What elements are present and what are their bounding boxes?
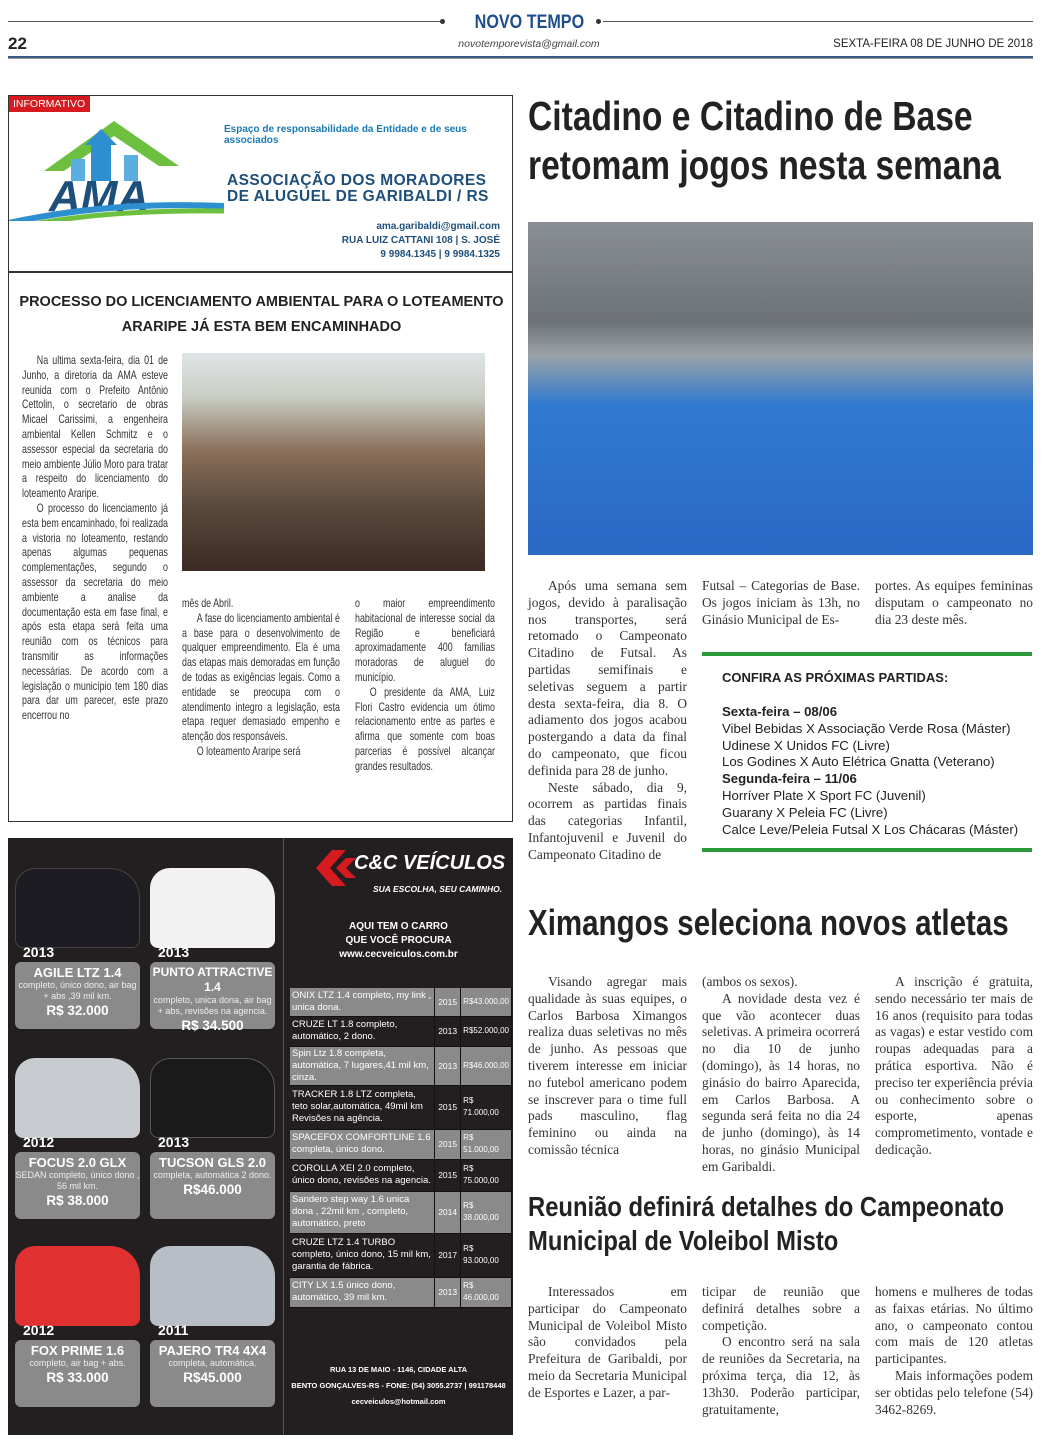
match-item: Vibel Bebidas X Associação Verde Rosa (Máster)	[722, 720, 1011, 736]
listing-price: R$ 46.000,00	[461, 1277, 512, 1307]
header-divider	[8, 56, 1033, 59]
ama-name-line: DE ALUGUEL DE GARIBALDI / RS	[227, 188, 489, 205]
headline-line: Municipal de Voleibol Misto	[528, 1225, 839, 1256]
paragraph: O encontro será na sala de reuniões da Secretaria, na próxima terça, dia 12, às 13h30. Poderão participar, gratuitamente,	[702, 1334, 860, 1417]
issue-date: SEXTA-FEIRA 08 DE JUNHO DE 2018	[833, 38, 1033, 50]
paragraph: Na ultima sexta-feira, dia 01 de Junho, a diretoria da AMA esteve reunida com o Prefeito Antônio Cettolin, o secretario de obras Micael Carissimi, a engenheira ambiental Kellen Schmitz e o assessor especial da secretaria do meio ambiente Júlio Moro para tratar a respeito do licenciamento do loteamento Araripe.	[22, 353, 168, 501]
listing-desc: COROLLA XEI 2.0 completo, único dono, revisões na agencia.	[290, 1159, 435, 1191]
listing-year: 2013	[435, 1046, 461, 1085]
paragraph: (ambos os sexos).	[702, 974, 798, 989]
car-price: R$ 33.000	[46, 1370, 109, 1385]
car-name: FOX PRIME 1.6	[30, 1343, 125, 1358]
article-column	[528, 1284, 687, 1402]
listing-row	[290, 1016, 512, 1046]
match-day: Segunda-feira – 11/06	[722, 771, 857, 787]
car-card	[15, 1152, 140, 1219]
car-listing-table	[290, 988, 512, 1308]
car-name: PAJERO TR4 4X4	[158, 1343, 267, 1358]
car-photo	[150, 868, 275, 948]
match-item: Calce Leve/Peleia Futsal X Los Chácaras (Máster)	[722, 821, 1019, 837]
svg-text:AMA: AMA	[49, 172, 150, 221]
paragraph: O presidente da AMA, Luiz Flori Castro evidencia um ótimo relacionamento entre as partes e afirma que somente com boas parcerias é possível alcançar grandes resultados.	[355, 684, 495, 773]
article-column	[702, 578, 860, 628]
article-headline	[528, 92, 1001, 190]
paragraph: Neste sábado, dia 9, ocorrem as partidas finais das categorias Infantil, Infantojuvenil e Juvenil do Campeonato Citadino de	[528, 779, 687, 862]
listing-year: 2015	[435, 1159, 461, 1191]
paragraph: Futsal – Categorias de Base. Os jogos iniciam às 13h, no Ginásio Municipal de Es-	[702, 578, 860, 627]
informativo-tag: INFORMATIVO	[9, 96, 90, 112]
ama-address: RUA LUIZ CATTANI 108 | S. JOSÉ	[341, 235, 500, 246]
listing-row	[290, 1191, 512, 1233]
paragraph: A fase do licenciamento ambiental é a base para o desenvolvimento de qualquer empreendimento. Ela é uma das etapas mais demoradas em função de todas as exigências legais. Como a entidade se preocupa com o atendimento integro a legislação, esta etapa requer demasiado empenho e atenção dos responsáveis.	[182, 610, 340, 744]
ama-phones: 9 9984.1345 | 9 9984.1325	[380, 249, 500, 260]
paragraph: O processo do licenciamento já esta bem encaminhado, foi realizada a vistoria no loteamento, restando apenas algumas pequenas complementações, segundo o assessor da secretaria do meio ambiente a analise da documentação esta em fase final, e após esta etapa será feita uma reunião com os técnicos para transmitir as informações necessárias. De acordo com a legislação o município tem 180 dias para dar um parecer, este prazo encerrou no	[22, 500, 168, 723]
ama-informative-box	[8, 95, 513, 822]
newspaper-title	[0, 12, 1058, 34]
car-price: R$45.000	[183, 1370, 242, 1385]
paragraph: portes. As equipes femininas disputam o campeonato no dia 23 deste mês.	[875, 578, 1033, 627]
cc-slogan: SUA ESCOLHA, SEU CAMINHO.	[373, 884, 503, 894]
car-year: 2013	[23, 944, 55, 960]
headline-line: ARARIPE JÁ ESTA BEM ENCAMINHADO	[121, 319, 402, 335]
pitch-line: AQUI TEM O CARRO	[349, 921, 448, 932]
paragraph: o maior empreendimento habitacional de interesse social da Região e beneficiará aproximadamente 400 famílias moradoras de aluguel do município.	[355, 596, 495, 684]
listing-row	[290, 1129, 512, 1159]
car-name: AGILE LTZ 1.4	[33, 965, 122, 980]
cc-website: www.cecveiculos.com.br	[339, 949, 458, 960]
divider	[9, 271, 512, 273]
ama-name-line: ASSOCIAÇÃO DOS MORADORES	[227, 172, 487, 189]
paragraph: Mais informações podem ser obtidas pelo telefone (54) 3462-8269.	[875, 1367, 1033, 1417]
car-card	[150, 962, 275, 1033]
match-item: Los Godines X Auto Elétrica Gnatta (Veterano)	[722, 754, 995, 770]
car-name: TUCSON GLS 2.0	[159, 1155, 266, 1170]
listing-desc: Sandero step way 1.6 unica dona , 22mil km , completo, automático, preto	[290, 1191, 435, 1233]
car-card	[15, 962, 140, 1029]
ama-logo	[9, 111, 224, 221]
article-headline: Ximangos seleciona novos atletas	[528, 902, 1009, 943]
article-column	[875, 1284, 1033, 1418]
car-card	[150, 1152, 275, 1219]
article-column	[875, 578, 1033, 628]
listing-desc: Spin Ltz 1.8 completa, automática, 7 lugares,41 mil km, cinza.	[290, 1046, 435, 1085]
article-column	[528, 578, 687, 864]
car-photo	[15, 1058, 140, 1138]
match-item: Udinese X Unidos FC (Livre)	[722, 737, 890, 753]
article-column	[528, 974, 687, 1159]
upcoming-matches-box	[702, 652, 1032, 852]
article-column	[702, 1284, 860, 1418]
match-list	[722, 704, 1018, 838]
listing-price: R$ 71.000,00	[461, 1085, 512, 1129]
column-text	[182, 596, 340, 759]
listing-price: R$43.000,00	[461, 988, 512, 1016]
car-price: R$ 34.500	[181, 1018, 244, 1033]
car-price: R$ 38.000	[46, 1193, 109, 1208]
car-desc: completa, automática 2 dono.	[153, 1170, 272, 1180]
car-desc: completa, automática.	[168, 1358, 257, 1368]
car-photo	[15, 868, 140, 948]
car-card	[150, 1340, 275, 1407]
cc-footer	[286, 1362, 511, 1410]
car-price: R$ 32.000	[46, 1003, 109, 1018]
listing-price: R$ 75.000,00	[461, 1159, 512, 1191]
headline-line: PROCESSO DO LICENCIAMENTO AMBIENTAL PARA O LOTEAMENTO	[19, 294, 504, 310]
listing-price: R$ 38.000,00	[461, 1191, 512, 1233]
headline-line: Reunião definirá detalhes do Campeonato	[528, 1191, 1005, 1222]
column-text	[355, 596, 495, 774]
listing-row	[290, 1085, 512, 1129]
car-name: FOCUS 2.0 GLX	[28, 1155, 127, 1170]
listing-desc: ONIX LTZ 1.4 completo, my link , unica dona.	[290, 988, 435, 1016]
listing-desc: SPACEFOX COMFORTLINE 1.6 completa, único dono.	[290, 1129, 435, 1159]
ama-email: ama.garibaldi@gmail.com	[376, 221, 500, 232]
listing-year: 2013	[435, 1016, 461, 1046]
paragraph: ticipar de reunião que definirá detalhes sobre a competição.	[702, 1284, 860, 1333]
listing-desc: TRACKER 1.8 LTZ completa, teto solar,automática, 49mil km Revisões na agência.	[290, 1085, 435, 1129]
listing-desc: CITY LX 1.5 único dono, automático, 39 mil km.	[290, 1277, 435, 1307]
listing-price: R$ 51.000,00	[461, 1129, 512, 1159]
listing-year: 2015	[435, 988, 461, 1016]
article-column	[875, 974, 1033, 1159]
listing-row	[290, 1046, 512, 1085]
article-column	[702, 974, 860, 1176]
article-column	[182, 596, 340, 759]
listing-desc: CRUZE LTZ 1.4 TURBO completo, único dono, 15 mil km, garantia de fábrica.	[290, 1233, 435, 1277]
cc-pitch	[286, 920, 511, 962]
column-text	[22, 353, 168, 723]
listing-price: R$46.000,00	[461, 1046, 512, 1085]
box-title: CONFIRA AS PRÓXIMAS PARTIDAS:	[722, 670, 949, 685]
paragraph: Após uma semana sem jogos, devido à paralisação nos transportes, será retomado o Campeonato Citadino de Futsal. As partidas semifinais e seletivas seguem a partir desta sexta-feira, dia 8. O adiamento dos jogos acabou postergando a data da final do campeonato, que ficou definida para 28 de junho.	[528, 578, 687, 778]
listing-row	[290, 1159, 512, 1191]
car-desc: completo, único dono, air bag + abs ,39 mil km.	[18, 980, 137, 1001]
paragraph: A inscrição é gratuita, sendo necessário ter mais de 16 anos (requisito para todas as vagas) e estar vestido com roupas adequadas para a prática esportiva. Não é preciso ter experiência prévia ou conhecimento sobre o esporte, apenas comprometimento, vontade e dedicação.	[875, 974, 1033, 1157]
listing-row	[290, 1277, 512, 1307]
match-item: Guarany X Peleia FC (Livre)	[722, 804, 888, 820]
car-desc: SEDAN completo, único dono , 56 mil km.	[15, 1170, 140, 1191]
listing-year: 2015	[435, 1085, 461, 1129]
listing-row	[290, 988, 512, 1016]
paragraph: Visando agregar mais qualidade às suas equipes, o Carlos Barbosa Ximangos realiza duas seletivas no mês de junho. As pessoas que tiverem interesse em iniciar no futebol americano podem se inscrever para o time full pads masculino, flag feminino ou ainda na comissão técnica	[528, 974, 687, 1157]
cc-phone: BENTO GONÇALVES-RS - FONE: (54) 3055.2737 | 991178448	[291, 1381, 506, 1390]
car-photo	[150, 1058, 275, 1138]
listing-year: 2017	[435, 1233, 461, 1277]
paragraph: A novidade desta vez é que vão acontecer duas seletivas. A primeira ocorrerá no dia 10 de junho (domingo), às 14 horas, no ginásio do bairro Aparecida, em Carlos Barbosa. A segunda será feita no dia 24 de junho (domingo), às 14 horas, no ginásio Municipal em Garibaldi.	[702, 990, 860, 1174]
listing-year: 2014	[435, 1191, 461, 1233]
futsal-photo	[528, 222, 1033, 555]
article-headline	[528, 1190, 1004, 1258]
listing-year: 2013	[435, 1277, 461, 1307]
cc-email: cecveiculos@hotmail.com	[351, 1397, 446, 1406]
car-dealer-ad	[8, 838, 513, 1435]
pitch-line: QUE VOCÊ PROCURA	[345, 935, 452, 946]
car-year: 2013	[158, 944, 190, 960]
listing-price: R$52.000,00	[461, 1016, 512, 1046]
car-year: 2012	[23, 1134, 55, 1150]
paragraph: Interessados em participar do Campeonato Municipal de Voleibol Misto são convidados pela Prefeitura de Garibaldi, por meio da Secretaria Municipal de Esportes e Lazer, a par-	[528, 1284, 687, 1400]
paragraph: mês de Abril.	[182, 596, 234, 610]
article-column	[22, 353, 168, 723]
article-column	[355, 596, 495, 774]
car-year: 2011	[158, 1322, 189, 1338]
car-card	[15, 1340, 140, 1407]
meeting-photo	[182, 353, 485, 571]
listing-desc: CRUZE LT 1.8 completo, automático, 2 dono.	[290, 1016, 435, 1046]
cc-address: RUA 13 DE MAIO - 1146, CIDADE ALTA	[329, 1365, 468, 1374]
ad-divider	[283, 838, 284, 1435]
car-photo	[15, 1246, 140, 1326]
car-price: R$46.000	[183, 1182, 242, 1197]
paragraph: homens e mulheres de todas as faixas etárias. No último ano, o campeonato contou com mais de 120 atletas participantes.	[875, 1284, 1033, 1367]
car-year: 2012	[23, 1322, 55, 1338]
brand-text: NOVO TEMPO	[474, 12, 584, 33]
ama-name	[227, 173, 489, 205]
car-photo	[150, 1246, 275, 1326]
cc-chevron-icon	[316, 850, 356, 886]
match-item: Horríver Plate X Sport FC (Juvenil)	[722, 787, 926, 803]
ama-subtitle: Espaço de responsabilidade da Entidade e de seus associados	[224, 124, 467, 146]
car-desc: completo, unica dona, air bag + abs, revisões na agencia.	[153, 995, 272, 1016]
page-number: 22	[8, 34, 27, 53]
match-day: Sexta-feira – 08/06	[722, 704, 838, 719]
headline-line: retomam jogos nesta semana	[528, 142, 1001, 188]
cc-logo-text: C&C VEÍCULOS	[354, 852, 506, 874]
listing-year: 2015	[435, 1129, 461, 1159]
car-desc: completo, air bag + abs.	[29, 1358, 126, 1368]
ama-contact	[342, 220, 500, 262]
car-name: PUNTO ATTRACTIVE 1.4	[152, 965, 273, 994]
headline-line: Citadino e Citadino de Base	[528, 93, 973, 139]
car-year: 2013	[158, 1134, 190, 1150]
listing-price: R$ 93.000,00	[461, 1233, 512, 1277]
header-email: novotemporevista@gmail.com	[458, 38, 600, 50]
listing-row	[290, 1233, 512, 1277]
article-headline	[9, 290, 514, 340]
paragraph: O loteamento Araripe será	[196, 743, 301, 758]
